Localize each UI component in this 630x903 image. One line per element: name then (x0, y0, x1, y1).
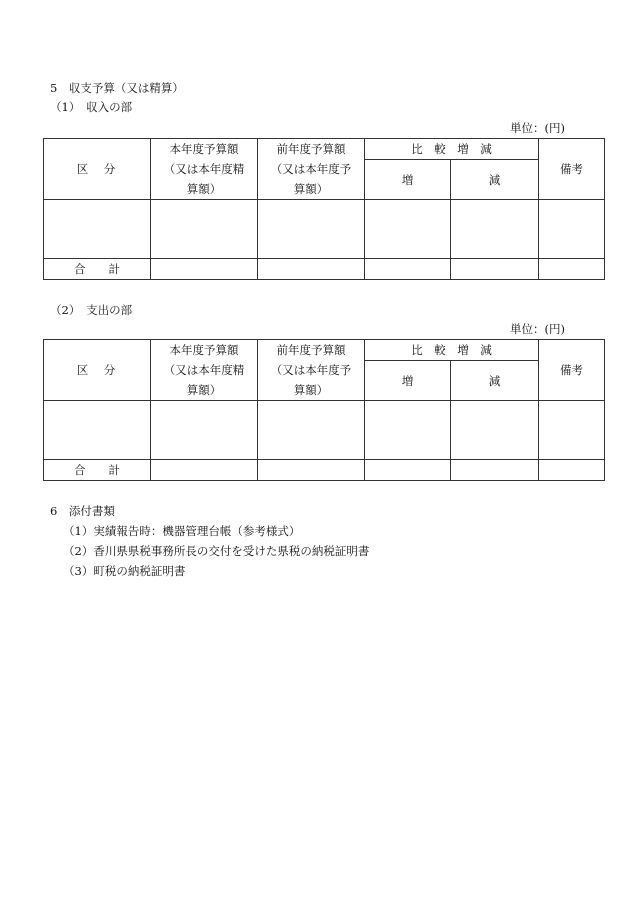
table-cell (451, 259, 539, 280)
table-row (44, 401, 605, 460)
table-cell (258, 401, 365, 460)
table-cell (539, 460, 605, 481)
attachment-item: （3）町税の納税証明書 (63, 564, 186, 578)
table-cell (258, 460, 365, 481)
header-previous-budget: 前年度予算額 （又は本年度予 算額） (258, 139, 365, 200)
table-cell (365, 200, 451, 259)
header-decrease: 減 (451, 160, 539, 200)
table-cell (44, 401, 151, 460)
header-increase: 増 (365, 160, 451, 200)
table-cell (151, 401, 258, 460)
table-cell (365, 401, 451, 460)
header-comparison: 比 較 増 減 (365, 139, 539, 160)
table-cell (151, 200, 258, 259)
table-cell (151, 460, 258, 481)
table-cell (258, 200, 365, 259)
header-current-budget: 本年度予算額 （又は本年度精 算額） (151, 340, 258, 401)
attachment-item: （2）香川県県税事務所長の交付を受けた県税の納税証明書 (63, 544, 370, 558)
income-table (43, 138, 605, 280)
section5-title: 5 収支予算（又は精算） (50, 81, 184, 95)
total-label: 合 計 (44, 460, 151, 481)
section6-title: 6 添付書類 (50, 504, 115, 518)
header-remarks: 備考 (539, 139, 605, 200)
attachment-item: （1）実績報告時：機器管理台帳（参考様式） (63, 524, 301, 538)
header-decrease: 減 (451, 361, 539, 401)
table-cell (151, 259, 258, 280)
total-row (44, 259, 605, 280)
expense-table (43, 339, 605, 481)
header-previous-budget: 前年度予算額 （又は本年度予 算額） (258, 340, 365, 401)
expense-unit-label: 単位：(円) (510, 322, 565, 336)
total-label: 合 計 (44, 259, 151, 280)
table-cell (539, 259, 605, 280)
total-row (44, 460, 605, 481)
income-heading: （1） 収入の部 (50, 100, 133, 114)
header-current-budget: 本年度予算額 （又は本年度精 算額） (151, 139, 258, 200)
table-cell (451, 460, 539, 481)
header-category: 区 分 (44, 139, 151, 200)
table-cell (539, 401, 605, 460)
income-unit-label: 単位：(円) (510, 121, 565, 135)
header-category: 区 分 (44, 340, 151, 401)
table-row (44, 200, 605, 259)
header-remarks: 備考 (539, 340, 605, 401)
table-cell (365, 259, 451, 280)
table-cell (258, 259, 365, 280)
expense-heading: （2） 支出の部 (50, 303, 133, 317)
table-cell (451, 401, 539, 460)
table-cell (451, 200, 539, 259)
header-increase: 増 (365, 361, 451, 401)
table-cell (44, 200, 151, 259)
header-comparison: 比 較 増 減 (365, 340, 539, 361)
table-cell (539, 200, 605, 259)
table-cell (365, 460, 451, 481)
